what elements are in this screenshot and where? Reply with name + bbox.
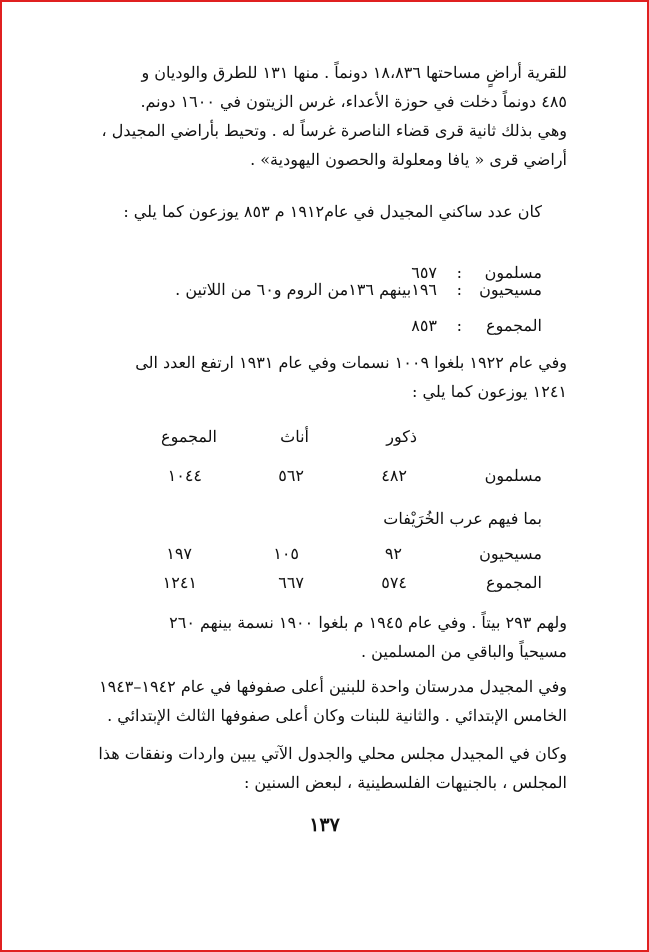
text-line: وفي عام ١٩٢٢ بلغوا ١٠٠٩ نسمات وفي عام ١٩٣١ ارتفع العدد الى	[135, 353, 567, 372]
census-1931-header	[2, 425, 647, 449]
census-1912-row	[2, 314, 647, 338]
census-1931-row	[2, 542, 647, 566]
census-1912-row	[2, 278, 647, 302]
cell-female: ٦٦٧	[278, 573, 304, 592]
row-value: ١٩٦بينهم ١٣٦من الروم و٦٠ من اللاتين .	[175, 280, 437, 299]
row-value: ٦٥٧	[411, 263, 437, 282]
census-1931-row	[2, 571, 647, 595]
header-female: أناث	[280, 427, 309, 446]
cell-total: ١٩٧	[166, 544, 192, 563]
text-line: كان عدد ساكني المجيدل في عام١٩١٢ م ٨٥٣ يوزعون كما يلي :	[123, 202, 542, 221]
header-total: المجموع	[161, 427, 217, 446]
paragraph-1922-1931	[77, 348, 567, 406]
cell-female: ١٠٥	[273, 544, 299, 563]
row-value: ٨٥٣	[411, 316, 437, 335]
text-line: ٤٨٥ دونماً دخلت في حوزة الأعداء، غرس الزيتون في ١٦٠٠ دونم.	[140, 92, 567, 111]
cell-male: ٩٢	[384, 544, 402, 563]
row-separator: :	[456, 316, 462, 335]
header-male: ذكور	[386, 427, 417, 446]
row-separator: :	[456, 280, 462, 299]
cell-total: ١٠٤٤	[167, 466, 202, 485]
text-line: وفي المجيدل مدرستان واحدة للبنين أعلى صفوفها في عام ١٩٤٢–١٩٤٣	[99, 677, 567, 696]
cell-female: ٥٦٢	[278, 466, 304, 485]
text-line: للقرية أراضٍ مساحتها ١٨،٨٣٦ دونماً . منها ١٣١ للطرق والوديان و	[141, 63, 567, 82]
text-line: مسيحياً والباقي من المسلمين .	[360, 642, 567, 661]
paragraph-schools	[77, 672, 567, 730]
census-1912-intro	[72, 197, 542, 226]
row-label: المجموع	[486, 316, 542, 335]
row-label: مسلمون	[484, 466, 542, 485]
paragraph-land	[77, 58, 567, 174]
text-line: الخامس الإبتدائي . والثانية للبنات وكان أعلى صفوفها الثالث الإبتدائي .	[107, 706, 567, 725]
row-separator: :	[456, 263, 462, 282]
paragraph-1945	[77, 608, 567, 666]
census-1931-row	[2, 464, 647, 488]
page-number: ١٣٧	[309, 814, 340, 836]
text-line: وهي بذلك ثانية قرى قضاء الناصرة غرساً له . وتحيط بأراضي المجيدل ،	[101, 121, 567, 140]
text-line: وكان في المجيدل مجلس محلي والجدول الآتي يبين واردات ونفقات هذا	[98, 744, 567, 763]
row-label: مسيحيون	[479, 544, 542, 563]
cell-male: ٥٧٤	[381, 573, 407, 592]
row-label: المجموع	[486, 573, 542, 592]
cell-total: ١٢٤١	[162, 573, 197, 592]
text-line: المجلس ، بالجنيهات الفلسطينية ، لبعض السنين :	[243, 773, 567, 792]
paragraph-council	[77, 739, 567, 797]
text-line: ولهم ٢٩٣ بيتاً . وفي عام ١٩٤٥ م بلغوا ١٩٠٠ نسمة بينهم ٢٦٠	[169, 613, 567, 632]
text-line: ١٢٤١ يوزعون كما يلي :	[412, 382, 567, 401]
census-1931-note	[242, 504, 542, 533]
row-label: مسلمون	[484, 263, 542, 282]
text-line: أراضي قرى « يافا ومعلولة والحصون اليهودية» .	[250, 150, 567, 169]
row-label: مسيحيون	[479, 280, 542, 299]
cell-male: ٤٨٢	[381, 466, 407, 485]
text-line: بما فيهم عرب الخُرَيْفات	[383, 509, 542, 528]
